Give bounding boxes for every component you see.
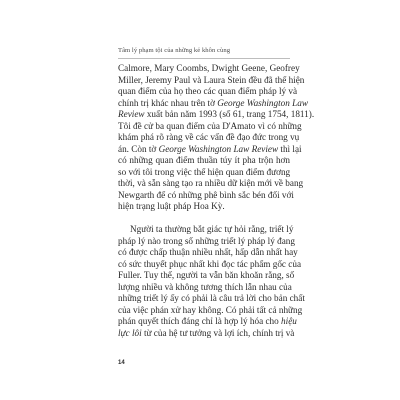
text-line [118,304,303,317]
text-run: có những quan điểm thuần túy ít pha trộn hơn [118,155,290,165]
text-line [118,282,290,294]
text-run: Tôi đề cử ba quan điểm của D'Amato vì có những [118,120,302,131]
page-number: 14 [118,360,125,366]
text-line [118,235,295,248]
text-line [118,120,302,133]
text-line [118,132,300,144]
text-run: chính trị khác nhau trên tờ [118,97,218,108]
text-run: có được chấp thuận nhiều nhất, hấp dẫn nhất hay [118,247,298,257]
text-line [118,224,294,236]
text-run: có sức thuyết phục nhất khi đọc tác phẩm gốc của [118,258,302,269]
body-text [118,63,315,339]
text-line [118,109,315,121]
running-header: Tâm lý phạm tội của những kẻ khôn cùng [118,47,231,54]
text-run: khám phá rõ ràng về các vấn đề đạo đức trong vụ [118,132,300,142]
text-line [118,86,298,98]
text-line [118,167,290,179]
text-run: phán quyết thích đáng chỉ là hợp lý hóa cho [118,316,282,326]
text-run: thì lại [278,143,302,154]
text-line [118,143,302,156]
text-run: của việc phán xử hay không. Có phải tất cả những [118,304,303,315]
paragraph-spacer [118,213,290,225]
text-line [118,201,290,213]
text-run: lượng nhiều và không tương thích lẫn nhau của [118,281,292,292]
text-run: thời, và sẵn sàng tạo ra nhiều dữ kiện mới về bang [118,178,304,188]
text-line [118,327,295,340]
italic-text: George Washington Law Review [158,143,279,154]
text-run: án. Còn tờ [118,143,159,154]
italic-text: lực [118,327,130,338]
text-line [118,63,300,75]
paragraph-2 [118,224,305,339]
header-rule [118,58,290,59]
text-run: quan điểm của họ theo các quan điểm pháp lý và [118,86,298,96]
text-run: Calmore, Mary Coombs, Dwight Geene, Geofrey [118,63,300,73]
text-run: so với tôi trong việc thể hiện quan điểm đương [118,166,291,177]
text-run: Người ta thường bắt giác tự hỏi rằng, triết lý [130,224,294,234]
text-line [118,258,302,271]
text-run: hiện trạng luật pháp Hoa Kỳ. [118,201,225,211]
text-line [118,97,308,110]
italic-text: Review [118,109,145,119]
italic-text: hiệu [281,316,297,326]
text-line [118,189,294,202]
text-run: Newgarth để có những phê bình sắc bén đối với [118,189,294,200]
text-line [118,74,305,87]
text-run: Miller, Jeremy Paul và Laura Stein đều đã thể hiện [118,74,305,85]
paragraph-1 [118,63,315,213]
text-run: Fuller. Tuy thế, người ta vẫn băn khoăn rằng, số [118,270,295,280]
text-run: những triết lý ấy có phải là câu trả lời cho bản chất [118,293,305,303]
text-run: xuất bản năm 1993 (số 61, trang 1754, 1811). [144,109,315,119]
text-line [118,316,297,328]
text-run: pháp lý nào trong số những triết lý pháp lý đang [118,235,295,246]
text-line [118,178,304,190]
text-run: từ của hệ tư tưởng và lợi ích, chính trị và [141,327,295,338]
text-line [118,247,298,259]
text-line [118,270,295,282]
text-line [118,293,305,305]
text-line [118,155,290,167]
italic-text: lôi [131,327,142,338]
italic-text: George Washington Law [217,97,308,108]
